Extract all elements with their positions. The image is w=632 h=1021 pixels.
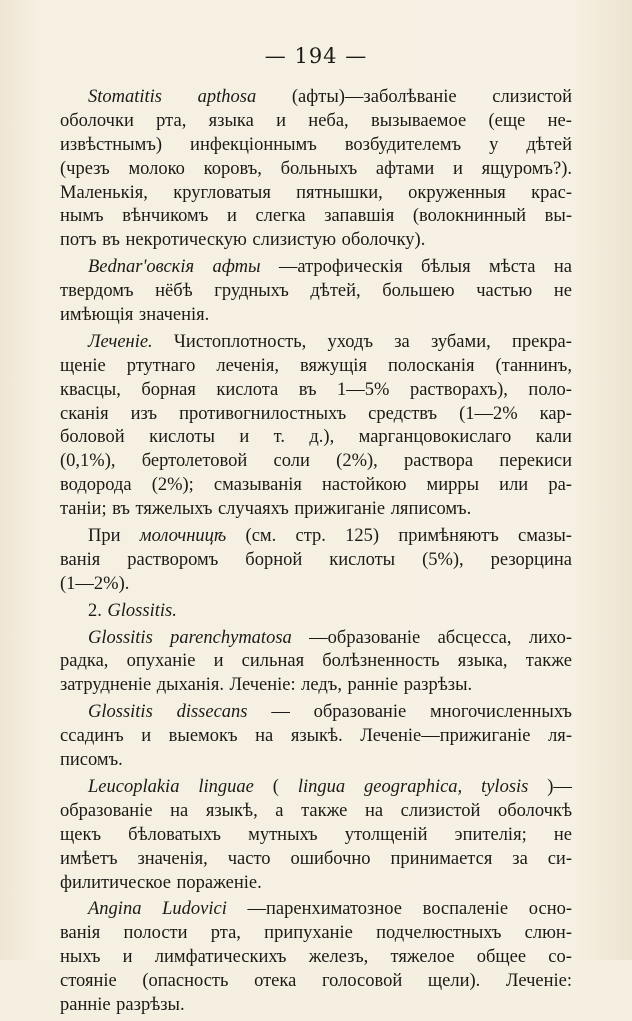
- word: абсцесса,: [437, 627, 512, 648]
- paragraph: [60, 600, 572, 624]
- word: не: [553, 824, 572, 845]
- word: и: [452, 158, 463, 179]
- word: некротическую: [125, 230, 247, 251]
- paragraph: [60, 898, 572, 1017]
- word: Леченіе:: [505, 971, 572, 992]
- word: или: [499, 475, 529, 496]
- text-line: [60, 474, 572, 498]
- word: тяжелыхъ: [135, 499, 213, 520]
- word: оболочки: [60, 110, 134, 131]
- word: дѣтей,: [310, 281, 361, 302]
- text-line: [60, 922, 572, 946]
- paragraph: [60, 525, 572, 597]
- word: на: [170, 800, 189, 821]
- word: (волокнинный: [412, 206, 527, 227]
- word: квасцы,: [60, 379, 121, 400]
- word: растворомъ: [127, 549, 219, 570]
- word: смазы-: [518, 526, 572, 547]
- paragraph-gap: [60, 1018, 572, 1021]
- word: филитическое: [60, 872, 171, 893]
- word: не: [553, 281, 572, 302]
- word: вяжущія: [300, 355, 367, 376]
- word: ошибочно: [290, 848, 371, 869]
- word: ля-: [548, 726, 572, 747]
- word: за: [394, 331, 410, 352]
- word: оболочкѣ: [497, 800, 572, 821]
- word: (опасность: [142, 971, 229, 992]
- word: голосовой: [321, 971, 403, 992]
- text-line: [60, 86, 572, 110]
- word: —: [271, 702, 290, 723]
- word: мѣста: [489, 257, 536, 278]
- word: и: [239, 427, 250, 448]
- text-line: [60, 946, 572, 970]
- italic-word: geographica,: [364, 776, 463, 797]
- italic-word: tylosis: [481, 776, 529, 797]
- text-line: [60, 426, 572, 450]
- word: радка,: [60, 651, 109, 672]
- word: щели).: [427, 971, 481, 992]
- italic-word: Ludovici: [162, 899, 227, 920]
- italic-word: lingua: [297, 776, 346, 797]
- word: кар-: [539, 403, 572, 424]
- word: въ: [298, 379, 317, 400]
- word: часто: [227, 848, 271, 869]
- word: осно-: [528, 899, 572, 920]
- word: (афты)—заболѣваніе: [291, 87, 457, 107]
- word: твердомъ: [60, 281, 134, 302]
- text-line: [60, 229, 572, 253]
- text-line: [60, 498, 572, 522]
- word: полости: [123, 923, 188, 944]
- word: рта,: [156, 110, 187, 131]
- text-line: [60, 824, 572, 848]
- word: принимается: [390, 848, 493, 869]
- word: а: [275, 800, 284, 821]
- word: писомъ.: [60, 750, 123, 771]
- word: зубами,: [430, 331, 491, 352]
- text-line: [60, 573, 572, 597]
- word: выемокъ: [168, 726, 238, 747]
- word: железъ,: [308, 947, 369, 968]
- word: щеніе: [60, 355, 106, 376]
- paragraph: [60, 701, 572, 773]
- body-text: [60, 86, 572, 1021]
- word: въ: [102, 230, 120, 251]
- word: (: [272, 776, 279, 797]
- paragraph: [60, 256, 572, 328]
- word: (еще: [488, 110, 526, 131]
- italic-word: Glossitis.: [107, 600, 177, 621]
- word: (1—2%).: [60, 573, 130, 594]
- word: оболочку).: [341, 230, 426, 251]
- word: —атрофическія: [278, 257, 403, 278]
- word: ляписомъ.: [390, 499, 472, 520]
- text-line: [60, 256, 572, 280]
- italic-word: Leucoplakia: [88, 776, 180, 797]
- text-line: [60, 600, 572, 624]
- word: )—: [547, 776, 572, 797]
- word: опуханіе: [126, 651, 196, 672]
- word: Леченіе:: [229, 675, 296, 696]
- word: (1—2%: [459, 403, 518, 424]
- word: припуханіе: [264, 923, 353, 944]
- word: ртутнаго: [126, 355, 196, 376]
- word: ящуромъ?).: [481, 158, 572, 179]
- word: и: [122, 947, 133, 968]
- text-line: [60, 994, 572, 1018]
- word: полосканія: [387, 355, 475, 376]
- word: на: [255, 726, 274, 747]
- word: запавшія: [324, 206, 395, 227]
- word: мутныхъ: [248, 824, 318, 845]
- text-line: [60, 134, 572, 158]
- text-line: [60, 650, 572, 674]
- word: большею: [382, 281, 455, 302]
- word: мирры: [426, 475, 480, 496]
- word: противогнилостныхъ: [179, 403, 347, 424]
- word: языка: [208, 110, 254, 131]
- word: больныхъ: [280, 158, 358, 179]
- word: —паренхиматозное: [247, 899, 402, 920]
- paragraph: [60, 776, 572, 895]
- word: т.: [273, 427, 285, 448]
- word: борной: [245, 549, 303, 570]
- word: бертолетовой: [141, 451, 248, 472]
- word: слюн-: [524, 923, 572, 944]
- italic-word: parenchymatosa: [170, 627, 292, 648]
- word: языкѣ.: [290, 726, 343, 747]
- word: и: [226, 206, 237, 227]
- word: общее: [476, 947, 527, 968]
- word: слизистую: [252, 230, 337, 251]
- word: пятнышки,: [296, 182, 383, 203]
- text-line: [60, 898, 572, 922]
- word: ранніе: [347, 675, 399, 696]
- word: образованіе: [60, 800, 153, 821]
- word: разрѣзы.: [116, 994, 185, 1015]
- word: не-: [547, 110, 572, 131]
- word: средствъ: [368, 403, 438, 424]
- paragraph: [60, 627, 572, 699]
- text-line: [60, 331, 572, 355]
- word: и: [141, 726, 152, 747]
- word: дѣтей: [526, 134, 572, 155]
- word: потъ: [60, 230, 97, 251]
- word: растворахъ),: [409, 379, 508, 400]
- word: лимфатическихъ: [154, 947, 287, 968]
- word: окруженныя: [408, 182, 506, 203]
- word: кругловатыя: [173, 182, 271, 203]
- word: имѣетъ: [60, 848, 118, 869]
- italic-word: apthosa: [197, 87, 257, 107]
- word: (см.: [245, 526, 277, 547]
- italic-word: Stomatitis: [88, 87, 163, 107]
- word: разрѣзы.: [403, 675, 473, 696]
- paragraph: [60, 86, 572, 253]
- word: леченія,: [216, 355, 280, 376]
- text-line: [60, 627, 572, 651]
- word: д.),: [309, 427, 335, 448]
- word: вы-: [544, 206, 572, 227]
- text-line: [60, 701, 572, 725]
- paragraph: [60, 331, 572, 522]
- word: и: [213, 651, 224, 672]
- word: со-: [548, 947, 572, 968]
- word: возбудителемъ: [344, 134, 462, 155]
- word: подчелюстныхъ: [376, 923, 502, 944]
- word: слегка: [255, 206, 306, 227]
- word: резорцина: [490, 549, 572, 570]
- word: прижиганіе: [294, 499, 386, 520]
- text-line: [60, 800, 572, 824]
- word: частью: [476, 281, 533, 302]
- italic-word: Glossitis: [88, 702, 153, 723]
- word: дыханія.: [156, 675, 224, 696]
- word: коровъ,: [203, 158, 262, 179]
- word: примѣняютъ: [398, 526, 499, 547]
- text-line: [60, 725, 572, 749]
- word: борная: [141, 379, 196, 400]
- word: перекиси: [499, 451, 572, 472]
- word: стр.: [295, 526, 326, 547]
- text-line: [60, 158, 572, 182]
- italic-word: dissecans: [176, 702, 248, 723]
- text-line: [60, 379, 572, 403]
- word: (2%),: [336, 451, 378, 472]
- word: (0,1%),: [60, 451, 116, 472]
- text-line: [60, 549, 572, 573]
- word: водорода: [60, 475, 132, 496]
- word: болѣзненность: [322, 651, 440, 672]
- word: ныхъ: [60, 947, 101, 968]
- word: настойкою: [322, 475, 407, 496]
- word: затрудненіе: [60, 675, 152, 696]
- word: пораженіе.: [176, 872, 262, 893]
- word: языка,: [457, 651, 508, 672]
- text-line: [60, 525, 572, 549]
- word: лихо-: [528, 627, 572, 648]
- word: на: [553, 257, 572, 278]
- word: сканія: [60, 403, 109, 424]
- word: ранніе: [60, 994, 111, 1015]
- word: изъ: [130, 403, 158, 424]
- word: молоко: [128, 158, 185, 179]
- word: (таннинъ,: [495, 355, 572, 376]
- word: 2.: [88, 600, 102, 621]
- word: —образованіе: [309, 627, 421, 648]
- word: за: [512, 848, 528, 869]
- word: си-: [547, 848, 572, 869]
- word: рта,: [210, 923, 241, 944]
- word: раствора: [404, 451, 474, 472]
- word: утолщеній: [344, 824, 428, 845]
- word: ссадинъ: [60, 726, 124, 747]
- word: Леченіе—прижиганіе: [360, 726, 531, 747]
- italic-word: Angina: [88, 899, 142, 920]
- word: бѣловатыхъ: [128, 824, 221, 845]
- word: ванія: [60, 549, 101, 570]
- word: также: [301, 800, 348, 821]
- word: случаяхъ: [217, 499, 289, 520]
- italic-word: Bednar'овскія: [88, 257, 195, 278]
- word: слизистой: [400, 800, 481, 821]
- word: (5%),: [422, 549, 464, 570]
- word: инфекціоннымъ: [190, 134, 317, 155]
- word: кали: [535, 427, 572, 448]
- word: 125): [345, 526, 380, 547]
- word: въ: [112, 499, 130, 520]
- word: воспаленіе: [422, 899, 509, 920]
- word: таніи;: [60, 499, 107, 520]
- word: 1—5%: [337, 379, 390, 400]
- word: тяжелое: [390, 947, 455, 968]
- word: Маленькія,: [60, 182, 148, 203]
- word: поло-: [528, 379, 572, 400]
- word: смазыванія: [213, 475, 302, 496]
- word: значенія,: [137, 848, 208, 869]
- word: кислоты: [329, 549, 396, 570]
- word: крас-: [531, 182, 572, 203]
- word: (2%);: [151, 475, 194, 496]
- word: нёбѣ: [155, 281, 193, 302]
- italic-word: Леченіе.: [88, 331, 153, 352]
- text-line: [60, 280, 572, 304]
- text-line: [60, 205, 572, 229]
- word: уходъ: [327, 331, 374, 352]
- word: нымъ: [60, 206, 104, 227]
- word: (чрезъ: [60, 158, 110, 179]
- word: марганцовокислаго: [358, 427, 512, 448]
- page-number: — 194 —: [264, 44, 368, 68]
- text-line: [60, 450, 572, 474]
- italic-word: молочницѣ: [139, 526, 227, 547]
- text-line: [60, 182, 572, 206]
- text-line: [60, 674, 572, 698]
- word: неба,: [308, 110, 349, 131]
- word: ванія: [60, 923, 101, 944]
- word: вѣнчикомъ: [122, 206, 209, 227]
- text-line: [60, 110, 572, 134]
- word: кислоты: [149, 427, 215, 448]
- word: При: [88, 526, 121, 547]
- word: бѣлыя: [420, 257, 471, 278]
- word: щекъ: [60, 824, 102, 845]
- word: афтами: [375, 158, 435, 179]
- word: вызываемое: [370, 110, 467, 131]
- text-line: [60, 776, 572, 800]
- text-line: [60, 304, 572, 328]
- word: языкѣ,: [205, 800, 258, 821]
- word: кислота: [216, 379, 279, 400]
- word: соли: [273, 451, 310, 472]
- word: также: [525, 651, 572, 672]
- word: прекра-: [511, 331, 572, 352]
- italic-word: афты: [212, 257, 261, 278]
- word: многочисленныхъ: [429, 702, 572, 723]
- text-line: [60, 872, 572, 896]
- text-line: [60, 403, 572, 427]
- word: сильная: [241, 651, 305, 672]
- italic-word: linguae: [198, 776, 254, 797]
- text-line: [60, 970, 572, 994]
- word: на: [364, 800, 384, 821]
- word: стояніе: [60, 971, 117, 992]
- word: эпителія;: [454, 824, 527, 845]
- word: боловой: [60, 427, 125, 448]
- word: ледъ,: [301, 675, 342, 696]
- word: ра-: [548, 475, 572, 496]
- text-line: [60, 355, 572, 379]
- word: у: [489, 134, 499, 155]
- word: значенія.: [138, 305, 210, 326]
- italic-word: Glossitis: [88, 627, 153, 648]
- word: имѣющія: [60, 305, 134, 326]
- word: грудныхъ: [214, 281, 289, 302]
- word: отека: [254, 971, 297, 992]
- word: образованіе: [313, 702, 407, 723]
- text-line: [60, 848, 572, 872]
- word: и: [276, 110, 286, 131]
- word: слизистой: [492, 87, 572, 107]
- word: извѣстнымъ): [60, 134, 163, 155]
- text-line: [60, 749, 572, 773]
- word: Чистоплотность,: [173, 331, 307, 352]
